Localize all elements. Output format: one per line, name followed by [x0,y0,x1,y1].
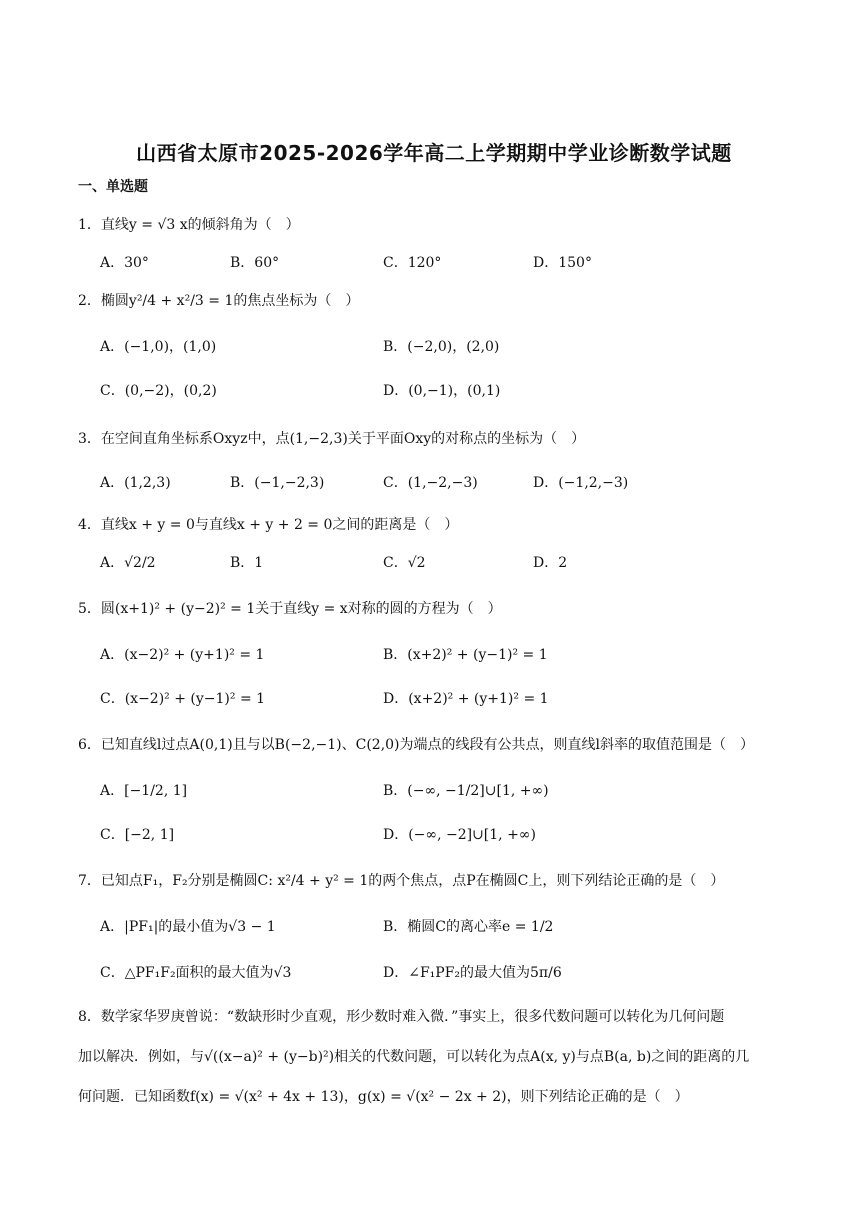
question-7-option-b: B．椭圆C的离心率e = 1/2 [383,919,554,935]
question-1-option-b: B．60° [230,255,280,271]
question-4-option-c: C．√2 [383,555,426,571]
question-2-option-c: C．(0,−2)，(0,2) [100,383,217,399]
question-7-option-a: A．|PF₁|的最小值为√3 − 1 [100,919,276,935]
question-1-option-a: A．30° [100,255,149,271]
question-4-option-b: B．1 [230,555,264,571]
question-1-stem: 1．直线y = √3 x的倾斜角为（ ） [78,217,300,233]
question-3-option-d: D．(−1,2,−3) [533,475,629,491]
question-6-option-a: A．[−1/2, 1] [100,783,188,799]
question-8-line-2: 加以解决．例如，与√((x−a)² + (y−b)²)相关的代数问题，可以转化为点A(x, y)与点B(a, b)之间的距离的几 [78,1049,750,1065]
page-title: 山西省太原市2025-2026学年高二上学期期中学业诊断数学试题 [136,141,732,165]
question-7-option-d: D．∠F₁PF₂的最大值为5π/6 [383,965,562,981]
question-6-option-b: B．(−∞, −1/2]∪[1, +∞) [383,783,549,799]
question-3-option-a: A．(1,2,3) [100,475,171,491]
question-2-option-a: A．(−1,0)，(1,0) [100,339,217,355]
question-8-line-1: 8．数学家华罗庚曾说：“数缺形时少直观，形少数时难入微．”事实上，很多代数问题可以转化为几何问题 [78,1009,725,1025]
question-2-option-d: D．(0,−1)，(0,1) [383,383,501,399]
question-3-option-c: C．(1,−2,−3) [383,475,478,491]
question-2-option-b: B．(−2,0)，(2,0) [383,339,500,355]
question-6-option-c: C．[−2, 1] [100,827,175,843]
section-heading: 一、单选题 [78,179,148,195]
question-2-stem: 2．椭圆y²/4 + x²/3 = 1的焦点坐标为（ ） [78,293,360,309]
question-6-option-d: D．(−∞, −2]∪[1, +∞) [383,827,536,843]
question-5-stem: 5．圆(x+1)² + (y−2)² = 1关于直线y = x对称的圆的方程为（ ） [78,601,502,617]
question-1-option-d: D．150° [533,255,592,271]
question-4-stem: 4．直线x + y = 0与直线x + y + 2 = 0之间的距离是（ ） [78,517,459,533]
question-7-option-c: C．△PF₁F₂面积的最大值为√3 [100,965,292,981]
question-5-option-a: A．(x−2)² + (y+1)² = 1 [100,647,265,663]
question-1-option-c: C．120° [383,255,442,271]
question-4-option-d: D．2 [533,555,568,571]
question-5-option-d: D．(x+2)² + (y+1)² = 1 [383,691,549,707]
question-6-stem: 6．已知直线l过点A(0,1)且与以B(−2,−1)、C(2,0)为端点的线段有公共点，则直线l斜率的取值范围是（ ） [78,737,754,753]
question-4-option-a: A．√2/2 [100,555,156,571]
question-7-stem: 7．已知点F₁，F₂分别是椭圆C: x²/4 + y² = 1的两个焦点，点P在椭圆C上，则下列结论正确的是（ ） [78,873,725,889]
question-3-option-b: B．(−1,−2,3) [230,475,325,491]
question-3-stem: 3．在空间直角坐标系Oxyz中，点(1,−2,3)关于平面Oxy的对称点的坐标为（ ） [78,431,586,447]
question-5-option-c: C．(x−2)² + (y−1)² = 1 [100,691,266,707]
question-8-line-3: 何问题．已知函数f(x) = √(x² + 4x + 13)，g(x) = √(x² − 2x + 2)，则下列结论正确的是（ ） [78,1089,689,1105]
question-5-option-b: B．(x+2)² + (y−1)² = 1 [383,647,548,663]
